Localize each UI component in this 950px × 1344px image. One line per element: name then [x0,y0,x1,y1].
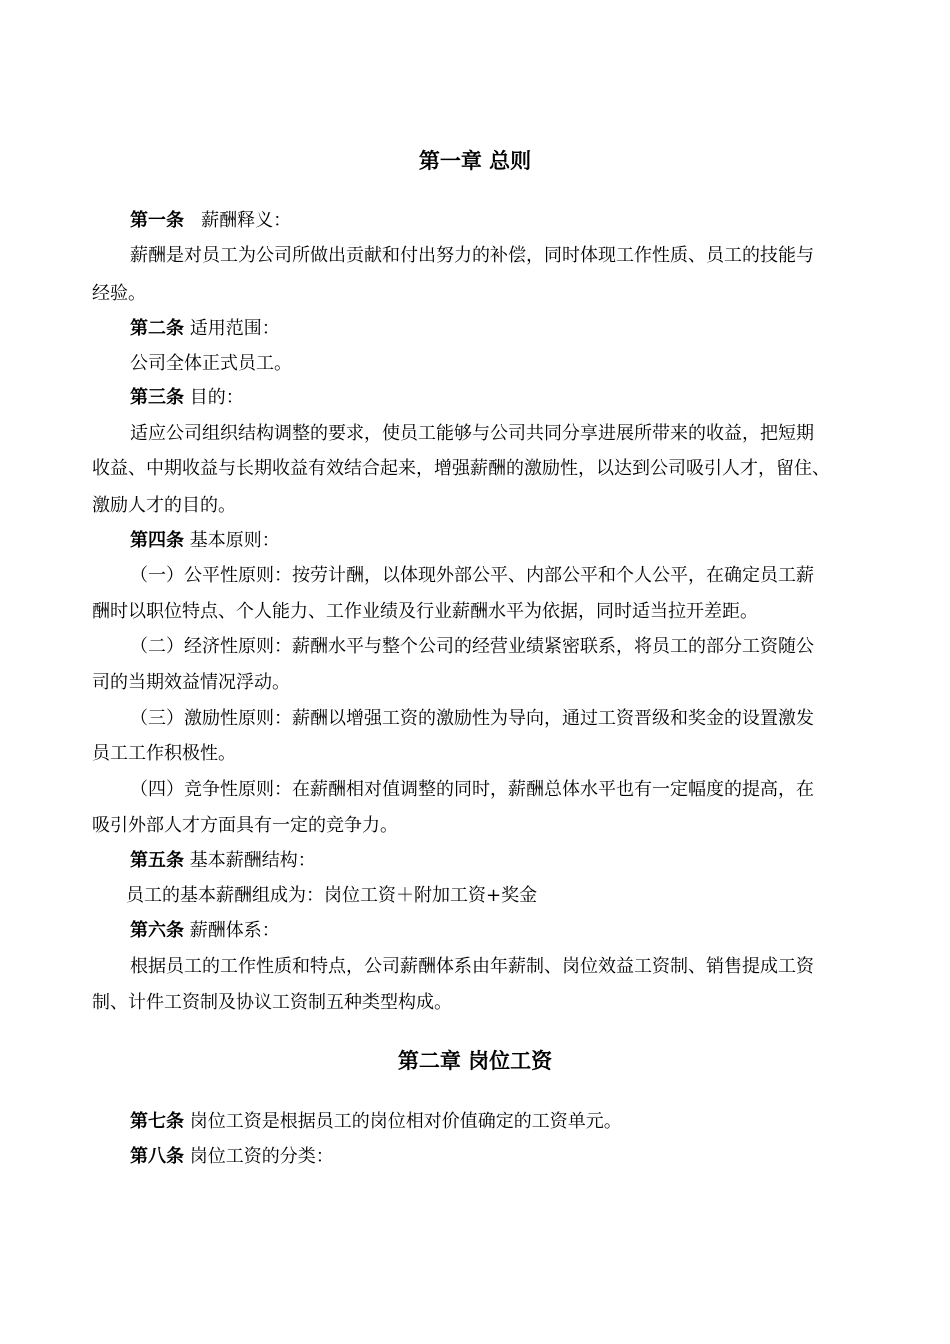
paragraph-line: 制、计件工资制及协议工资制五种类型构成。 [92,992,452,1013]
article-5-number: 第五条 [130,850,184,871]
paragraph-line: 激励人才的目的。 [92,495,236,516]
article-5-title: 基本薪酬结构： [189,850,316,871]
paragraph-line: （四）竞争性原则：在薪酬相对值调整的同时，薪酬总体水平也有一定幅度的提高，在 [130,779,814,800]
article-4-heading [130,529,280,553]
paragraph-line: 根据员工的工作性质和特点，公司薪酬体系由年薪制、岗位效益工资制、销售提成工资 [130,956,814,977]
article-3-title: 目的： [189,387,244,408]
article-2-title: 适用范围： [189,318,280,339]
paragraph-line: （一）公平性原则：按劳计酬，以体现外部公平、内部公平和个人公平，在确定员工薪 [130,565,814,586]
paragraph-line: 酬时以职位特点、个人能力、工作业绩及行业薪酬水平为依据，同时适当拉开差距。 [92,601,758,622]
article-1-number: 第一条 [130,210,184,231]
paragraph-line: 薪酬是对员工为公司所做出贡献和付出努力的补偿，同时体现工作性质、员工的技能与 [130,245,814,266]
article-8-number: 第八条 [130,1146,184,1167]
paragraph-line: 吸引外部人才方面具有一定的竞争力。 [92,815,398,836]
article-2-number: 第二条 [130,318,184,339]
article-2-heading [130,317,280,341]
article-8-heading [130,1145,334,1169]
article-6-heading [130,919,280,943]
article-3-heading [130,386,244,410]
paragraph-line: 收益、中期收益与长期收益有效结合起来，增强薪酬的激励性，以达到公司吸引人才，留住、 [92,458,830,479]
paragraph-line: 司的当期效益情况浮动。 [92,672,290,693]
article-7-number: 第七条 [130,1111,184,1132]
article-4-number: 第四条 [130,530,184,551]
article-7-heading [130,1110,622,1134]
paragraph-line: 公司全体正式员工。 [130,353,292,374]
chapter-1-heading: 第一章 总则 [418,149,532,173]
article-6-title: 薪酬体系： [189,920,280,941]
paragraph-line: 适应公司组织结构调整的要求，使员工能够与公司共同分享进展所带来的收益，把短期 [130,423,814,444]
paragraph-line: （三）激励性原则：薪酬以增强工资的激励性为导向，通过工资晋级和奖金的设置激发 [130,708,814,729]
article-7-title: 岗位工资是根据员工的岗位相对价值确定的工资单元。 [189,1111,622,1132]
paragraph-line: （二）经济性原则：薪酬水平与整个公司的经营业绩紧密联系，将员工的部分工资随公 [130,636,814,657]
article-8-title: 岗位工资的分类： [189,1146,334,1167]
paragraph-line: 员工的基本薪酬组成为：岗位工资＋附加工资+奖金 [126,885,538,906]
article-3-number: 第三条 [130,387,184,408]
paragraph-line: 员工工作积极性。 [92,743,236,764]
paragraph-line: 经验。 [92,283,146,304]
article-1-title: 薪酬释义： [189,210,292,231]
article-4-title: 基本原则： [189,530,280,551]
article-5-heading [130,849,316,873]
chapter-2-heading: 第二章 岗位工资 [397,1049,553,1073]
article-1-heading [130,209,291,233]
article-6-number: 第六条 [130,920,184,941]
